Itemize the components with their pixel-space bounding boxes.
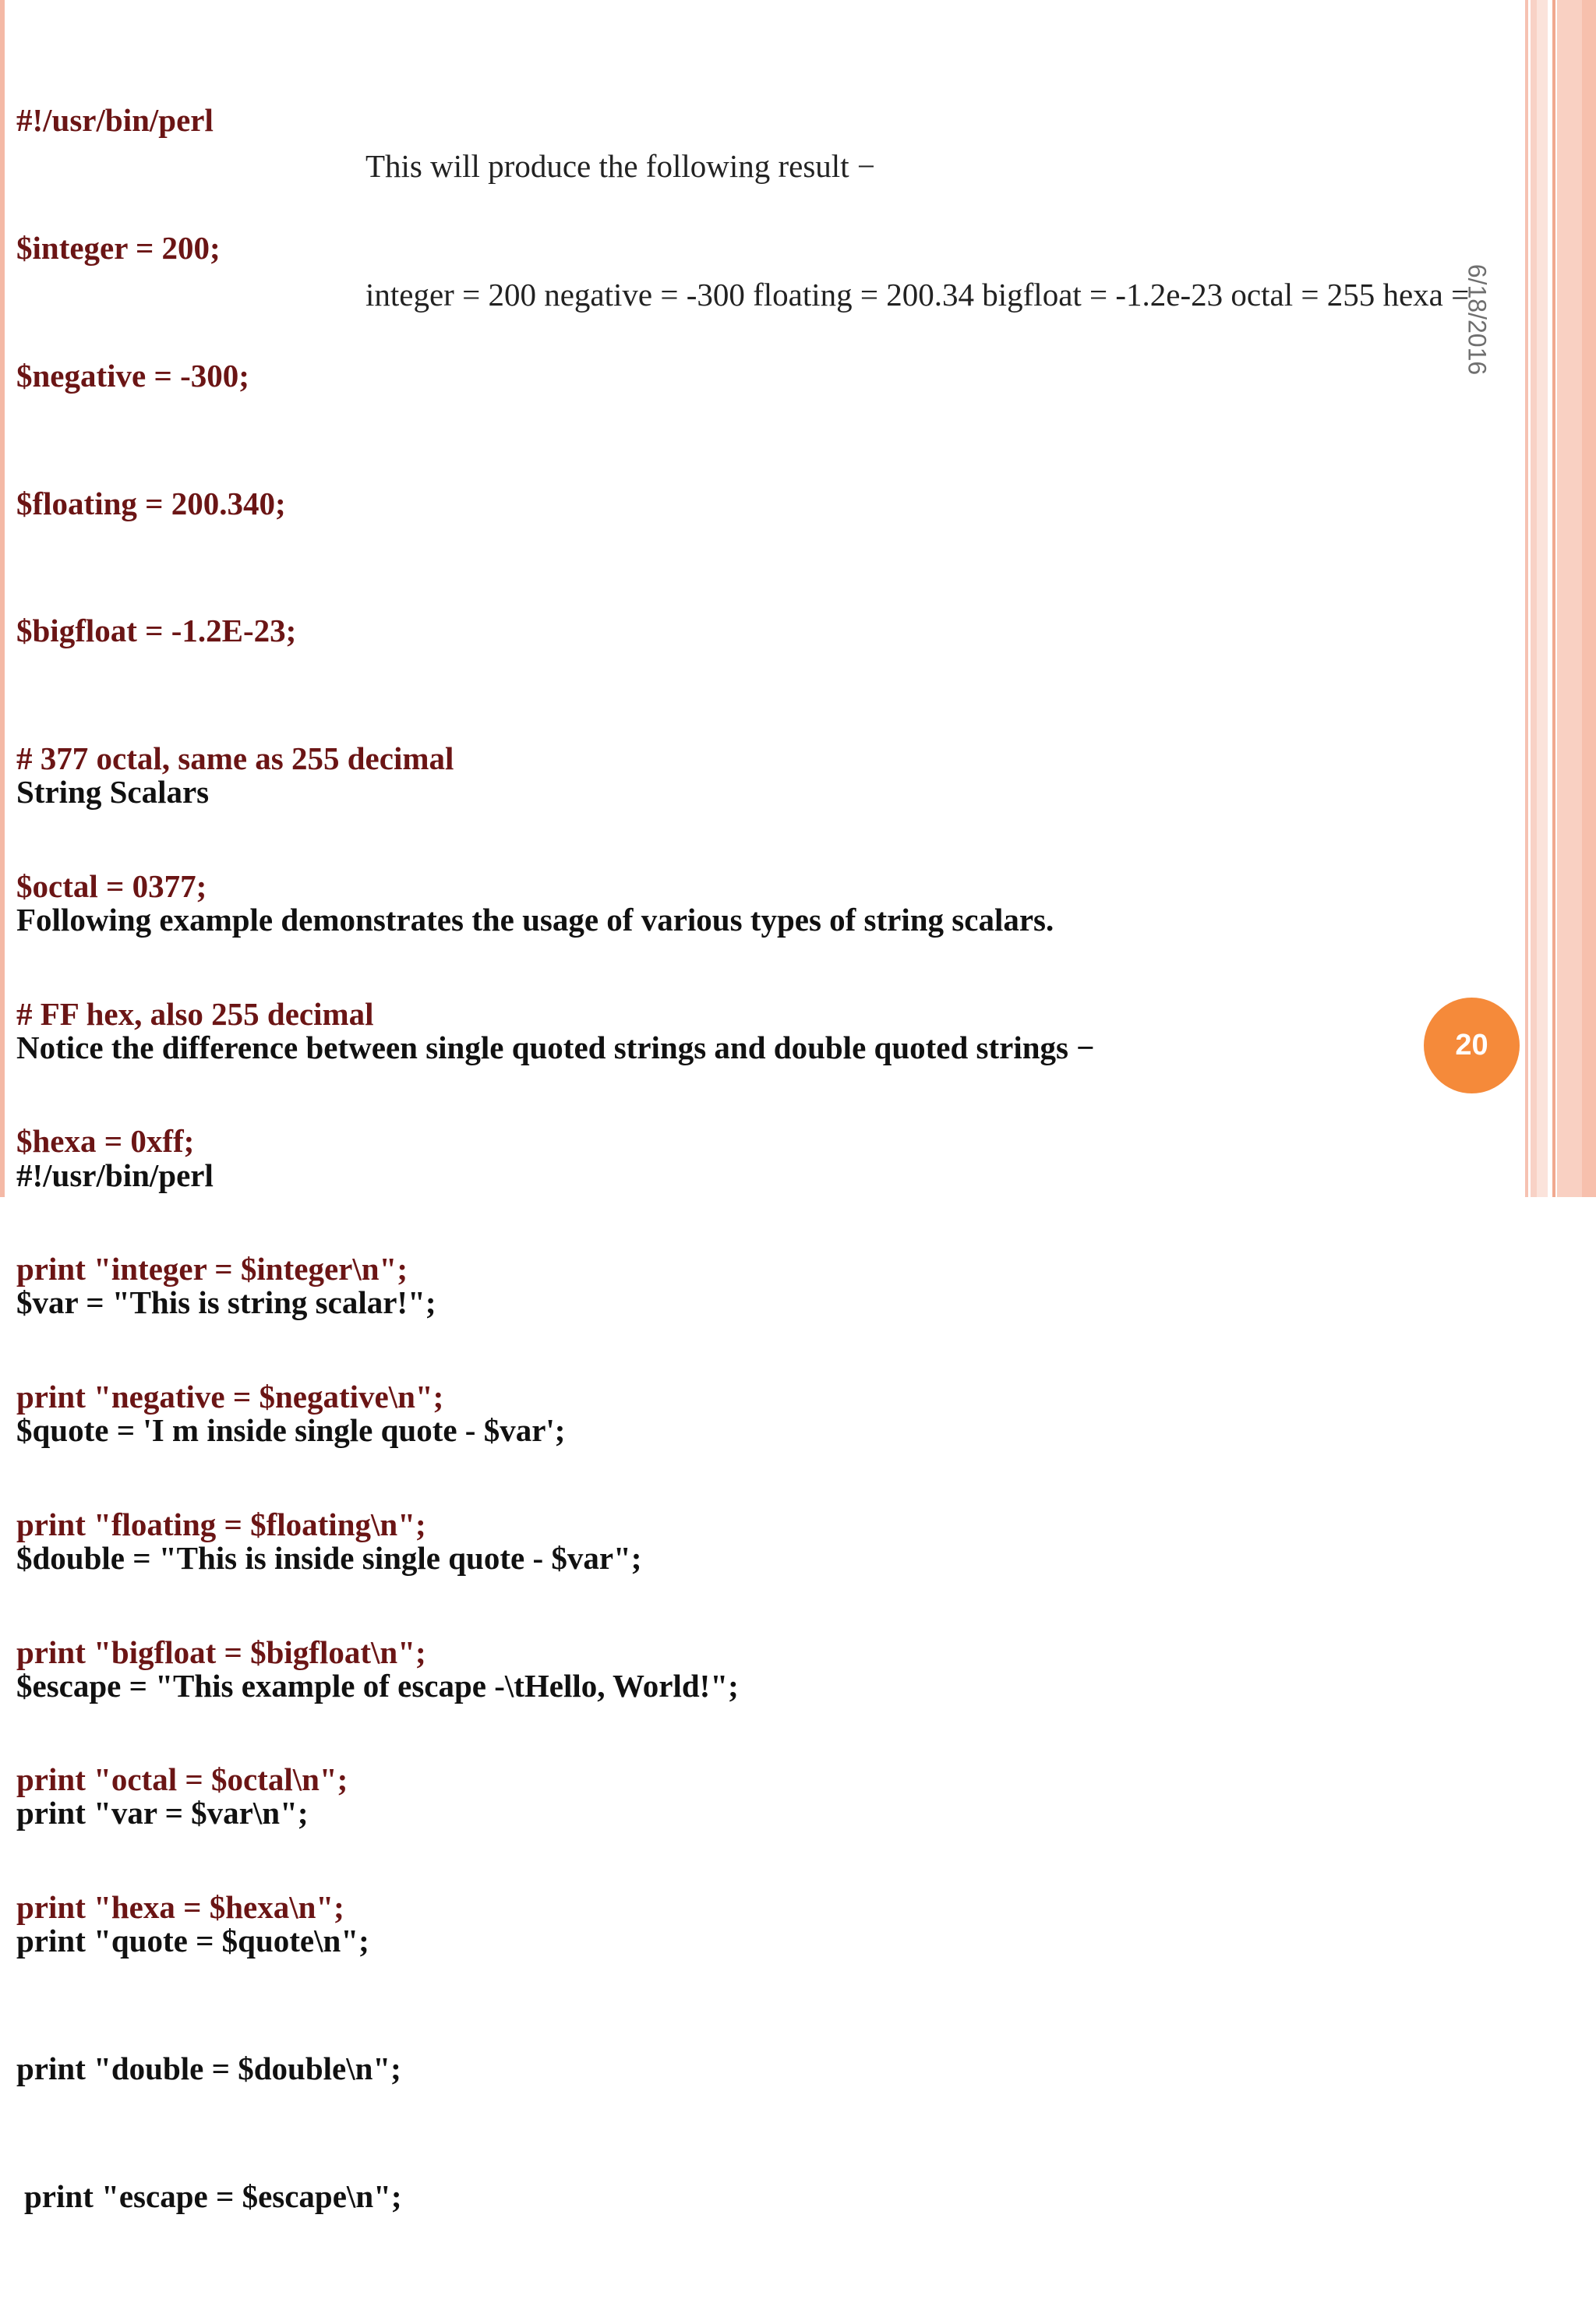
code-line: $var = "This is string scalar!"; [16, 1284, 436, 1321]
code-line: $negative = -300; [16, 357, 249, 394]
result-values: integer = 200 negative = -300 floating = 200.34 bigfloat = -1.2e-23 octal = 255 hexa = [365, 277, 1470, 313]
right-stripe [1582, 0, 1596, 1197]
code-line: print "octal = $octal\n"; [16, 1761, 348, 1798]
code-line: $octal = 0377; [16, 867, 207, 904]
code-line: # FF hex, also 255 decimal [16, 995, 374, 1032]
section-heading: String Scalars [16, 774, 210, 811]
code-line: print "floating = $floating\n"; [16, 1506, 426, 1542]
code-line: #!/usr/bin/perl [16, 1157, 214, 1193]
slide-date: 6/18/2016 [1463, 263, 1492, 376]
code-line: print "var = $var\n"; [16, 1795, 309, 1831]
code-line: $floating = 200.340; [16, 485, 286, 521]
code-line: $hexa = 0xff; [16, 1123, 195, 1160]
code-line: print "double = $double\n"; [16, 2050, 401, 2086]
section-description: Notice the difference between single quoted strings and double quoted strings − [16, 1029, 1095, 1065]
code-line: $double = "This is inside single quote - $var"; [16, 1539, 642, 1576]
page-number: 20 [1455, 1029, 1488, 1061]
code-line: #!/usr/bin/perl [16, 102, 214, 139]
code-line: $bigfloat = -1.2E-23; [16, 613, 297, 649]
section-description: Following example demonstrates the usage of various types of string scalars. [16, 901, 1054, 938]
code-line: print "escape = $escape\n"; [24, 2178, 402, 2214]
code-line: print "hexa = $hexa\n"; [16, 1889, 344, 1926]
code-line: # 377 octal, same as 255 decimal [16, 740, 454, 777]
code-line: print "quote = $quote\n"; [16, 1923, 369, 1959]
right-stripe [1537, 0, 1548, 1197]
code-line: $integer = 200; [16, 229, 221, 266]
code-line: $quote = 'I m inside single quote - $var'; [16, 1412, 566, 1449]
left-accent-bar [0, 0, 5, 1197]
page-number-badge [1424, 998, 1520, 1093]
code-line: print "negative = $negative\n"; [16, 1379, 444, 1415]
code-line: print "integer = $integer\n"; [16, 1251, 408, 1287]
result-output [365, 59, 1469, 402]
result-intro: This will produce the following result − [365, 148, 875, 184]
right-stripe [1531, 0, 1537, 1197]
string-scalars-section [16, 686, 1095, 2303]
code-line: print "bigfloat = $bigfloat\n"; [16, 1634, 426, 1670]
code-line: $escape = "This example of escape -\tHello, World!"; [16, 1667, 739, 1704]
